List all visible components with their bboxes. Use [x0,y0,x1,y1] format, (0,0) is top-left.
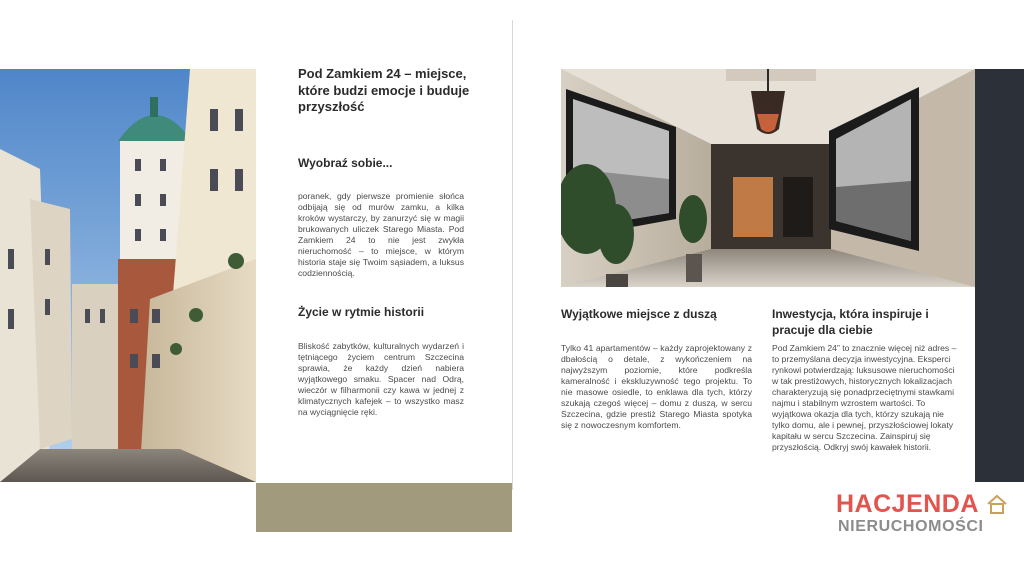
unique-place-heading: Wyjątkowe miejsce z duszą [561,307,717,321]
history-rhythm-paragraph: Bliskość zabytków, kulturalnych wydarzeń i tętniącego życiem centrum Szczecina sprawia, że każdy dzień nabiera wyjątkowego smaku. Spacer nad Odrą, wieczór w filharmonii czy kawa w jednej z klimatycznych kafejek – to wszystko masz na wyciągnięcie ręki. [298,341,464,417]
imagine-heading: Wyobraź sobie... [298,156,393,170]
history-rhythm-heading: Życie w rytmie historii [298,305,425,319]
logo-subtitle: NIERUCHOMOŚCI [838,518,984,535]
corridor-interior-photo [561,69,975,287]
hacjenda-logo [836,490,1016,540]
page-fold-divider [512,20,513,490]
investment-heading: Inwestycja, która inspiruje i pracuje dla ciebie [772,307,929,337]
dark-accent-band [975,69,1024,482]
logo-wordmark: HACJENDA [836,490,979,518]
house-icon [986,493,1008,515]
gold-accent-block [256,483,512,532]
unique-place-paragraph: Tylko 41 apartamentów – każdy zaprojektowany z dbałością o detale, z wykończeniem na najwyższym poziomie, które podkreśla kameralność i ekskluzywność tego projektu. To nie masowe osiedle, to enklawa dla tych, którzy szukają czegoś więcej – domu z duszą, w sercu Szczecina, gdzie prestiż Starego Miasta spotyka się z nowoczesnym komfortem. [561,343,752,430]
imagine-paragraph: poranek, gdy pierwsze promienie słońca odbijają się od murów zamku, a kilka kroków wystarczy, by zanurzyć się w magii brukowanych uliczek Starego Miasta. Pod Zamkiem 24 to nie jest zwykła nieruchomość – to miejsce, w którym historia staje się Twoim sąsiadem, a luksus codziennością. [298,191,464,278]
investment-paragraph: Pod Zamkiem 24” to znacznie więcej niż adres – to przemyślana decyzja inwestycyjna. Eksperci rynkowi potwierdzają: luksusowe nieruchomości w tak prestiżowych, historycznych lokalizacjach charakteryzują się ponadprzeciętnymi stawkami najmu i stabilnym wzrostem wartości. To wyjątkowa okazja dla tych, którzy szukają nie tylko domu, ale i pewnej, przyszłościowej lokaty kapitału w sercu Szczecina. Zainspiruj się przyszłością. Odkryj swój kawałek historii. [772,343,957,452]
page-title: Pod Zamkiem 24 – miejsce, które budzi emocje i buduje przyszłość [298,66,470,114]
castle-street-photo [0,69,256,482]
